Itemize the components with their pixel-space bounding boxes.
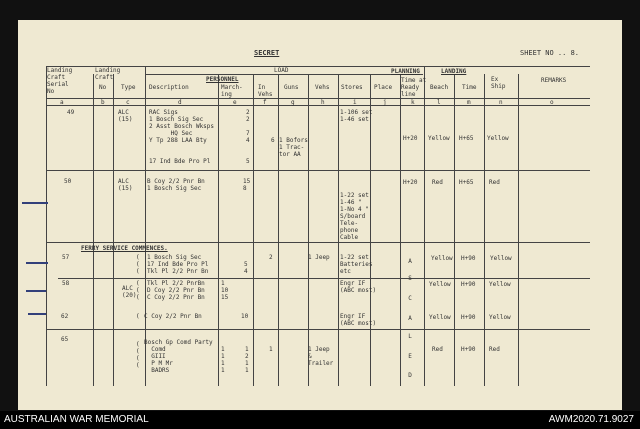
col-marching: March- ing <box>221 84 243 98</box>
row62-time: H+90 <box>461 314 476 321</box>
row49-time-ready: H+20 <box>403 135 418 142</box>
row65-in-vehs: 1 2 1 1 <box>245 346 249 374</box>
row58-beach: Yellow <box>429 281 451 288</box>
col-craft-no: No <box>99 84 107 91</box>
row57-stores: 1-22 set Batteries etc <box>340 254 373 275</box>
row58-stores: Engr IF (ABC most) <box>340 280 377 294</box>
rule-row62 <box>46 329 590 330</box>
col-line <box>338 74 339 386</box>
scall-letter: L <box>408 333 412 340</box>
rule-row57 <box>58 278 590 279</box>
letter-m: m <box>467 99 471 106</box>
col-remarks: REMARKS <box>541 77 567 84</box>
scall-letter: A <box>408 258 412 265</box>
col-landing-group: LANDING <box>441 68 467 75</box>
row49-time: H+65 <box>459 135 474 142</box>
col-line <box>454 74 455 386</box>
row50-description: B Coy 2/2 Pnr Bn 1 Bosch Sig Sec <box>147 178 205 192</box>
col-guns: Guns <box>284 84 299 91</box>
row58-time: H+90 <box>461 281 476 288</box>
col-description: Description <box>149 84 189 91</box>
col-line <box>400 74 401 386</box>
letter-f: f <box>263 99 267 106</box>
col-place: Place <box>374 84 393 91</box>
letter-d: d <box>178 99 182 106</box>
document-sheet <box>18 20 622 410</box>
scall-letter: D <box>408 372 412 379</box>
col-line <box>113 74 114 386</box>
row50-serial: 50 <box>64 178 72 185</box>
classification-heading: SECRET <box>254 49 280 57</box>
col-line <box>484 74 485 386</box>
col-planning-group: PLANNING <box>391 68 420 75</box>
letter-g: g <box>291 99 295 106</box>
letter-i: i <box>353 99 357 106</box>
col-time-ready: Time at Ready line <box>401 77 427 98</box>
letter-b: b <box>101 99 105 106</box>
row50-beach: Red <box>432 179 443 186</box>
row58-type: ALC (20) <box>122 285 137 299</box>
letter-a: a <box>60 99 64 106</box>
col-line <box>424 66 425 386</box>
row50-stores: 1-22 set 1-46 " 1-No 4 " S/board Tele- phone Cable <box>340 192 369 241</box>
scall-letter: C <box>408 295 412 302</box>
row57-time: H+90 <box>461 255 476 262</box>
letter-k: k <box>411 99 415 106</box>
row58-serial: 58 <box>62 280 70 287</box>
row49-guns: 1 Bofors 1 Trac- tor AA <box>279 137 308 158</box>
col-craft-group: Landing Craft <box>95 67 121 81</box>
row50-marching: 15 8 <box>243 178 251 192</box>
row57-beach: Yellow <box>431 255 453 262</box>
row58-marching: 1 10 15 <box>221 280 229 301</box>
row49-in-vehs: 6 <box>271 137 275 144</box>
row65-serial: 65 <box>61 336 69 343</box>
col-craft-type: Type <box>121 84 136 91</box>
row57-bracket: ( ( ( <box>136 254 140 275</box>
letter-o: o <box>550 99 554 106</box>
row62-stores: Engr IF (ABC most) <box>340 313 377 327</box>
letter-n: n <box>499 99 503 106</box>
col-line <box>518 74 519 386</box>
col-stores: Stores <box>341 84 363 91</box>
col-ex-ship: Ex Ship <box>491 76 506 90</box>
row58-ex-ship: Yellow <box>489 281 511 288</box>
col-line <box>253 74 254 386</box>
col-load-group: LOAD <box>274 67 289 74</box>
rule-row50 <box>46 242 590 243</box>
col-line <box>46 66 47 386</box>
sheet-number: SHEET NO .. 8. <box>520 49 580 57</box>
col-line <box>145 66 146 386</box>
col-serial: Landing Craft Serial No <box>47 67 73 95</box>
rule-load <box>146 74 423 75</box>
row49-marching: 2 2 7 4 5 <box>246 109 250 165</box>
row50-ex-ship: Red <box>489 179 500 186</box>
row58-description: Tkl Pl 2/2 PnrBn D Coy 2/2 Pnr Bn C Coy 2/2 Pnr Bn <box>147 280 205 301</box>
scall-letter: E <box>408 353 412 360</box>
rule-row49 <box>46 170 590 171</box>
row62-serial: 62 <box>61 313 69 320</box>
row62-marching: 10 <box>241 313 249 320</box>
letter-e: e <box>233 99 237 106</box>
row62-bracket: ( <box>136 313 140 320</box>
footer-accession-number: AWM2020.71.9027 <box>548 414 634 425</box>
row57-serial: 57 <box>62 254 70 261</box>
row50-time: H+65 <box>459 179 474 186</box>
row49-ex-ship: Yellow <box>487 135 509 142</box>
row62-description: C Coy 2/2 Pnr Bn <box>144 313 202 320</box>
archive-footer <box>0 411 640 429</box>
row49-type: ALC (15) <box>118 109 133 123</box>
pencil-mark <box>26 262 48 264</box>
col-in-vehs: In Vehs <box>258 84 273 98</box>
pencil-mark <box>26 290 46 292</box>
row57-marching: 5 4 <box>244 261 248 275</box>
row65-beach: Red <box>432 346 443 353</box>
col-line <box>93 74 94 386</box>
row65-marching: 1 1 1 1 <box>221 346 225 374</box>
col-personnel-group: PERSONNEL <box>206 76 239 83</box>
row58-bracket: ( ( ( <box>136 280 140 301</box>
pencil-mark <box>28 313 46 315</box>
col-time: Time <box>462 84 477 91</box>
row65-in-vehs-extra: 1 <box>269 346 273 353</box>
rule-top <box>46 66 590 67</box>
row65-ex-ship: Red <box>489 346 500 353</box>
pencil-mark <box>22 202 48 204</box>
row65-description: Bosch Gp Comd Party Comd GIII P M Mr BADRS <box>144 339 213 374</box>
row50-type: ALC (15) <box>118 178 133 192</box>
row62-beach: Yellow <box>429 314 451 321</box>
col-beach: Beach <box>430 84 449 91</box>
letter-h: h <box>321 99 325 106</box>
letter-j: j <box>383 99 387 106</box>
scall-letter: S <box>408 275 412 282</box>
row57-ex-ship: Yellow <box>490 255 512 262</box>
row49-description: RAC Sigs 1 Bosch Sig Sec 2 Asst Bosch Wksps HQ Sec Y Tp 288 LAA Bty 17 Ind Bde Pro Pl <box>149 109 215 165</box>
row65-bracket: ( ( ( ( <box>136 341 140 369</box>
row65-vehs: 1 Jeep & Trailer <box>308 346 334 367</box>
row50-time-ready: H+20 <box>403 179 418 186</box>
row62-ex-ship: Yellow <box>489 314 511 321</box>
row65-time: H+90 <box>461 346 476 353</box>
row49-beach: Yellow <box>428 135 450 142</box>
row57-in-vehs: 2 <box>269 254 273 261</box>
col-vehs: Vehs <box>315 84 330 91</box>
col-line <box>218 74 219 386</box>
row57-vehs: 1 Jeep <box>308 254 330 261</box>
row49-serial: 49 <box>67 109 75 116</box>
row49-stores: 1-106 set 1-46 set <box>340 109 373 123</box>
footer-institution: AUSTRALIAN WAR MEMORIAL <box>4 414 149 425</box>
letter-c: c <box>126 99 130 106</box>
row57-description: 1 Bosch Sig Sec 17 Ind Bde Pro Pl Tkl Pl 2/2 Pnr Bn <box>147 254 209 275</box>
ferry-service-heading: FERRY SERVICE COMMENCES. <box>81 245 168 252</box>
letter-l: l <box>437 99 441 106</box>
scall-letter: A <box>408 315 412 322</box>
